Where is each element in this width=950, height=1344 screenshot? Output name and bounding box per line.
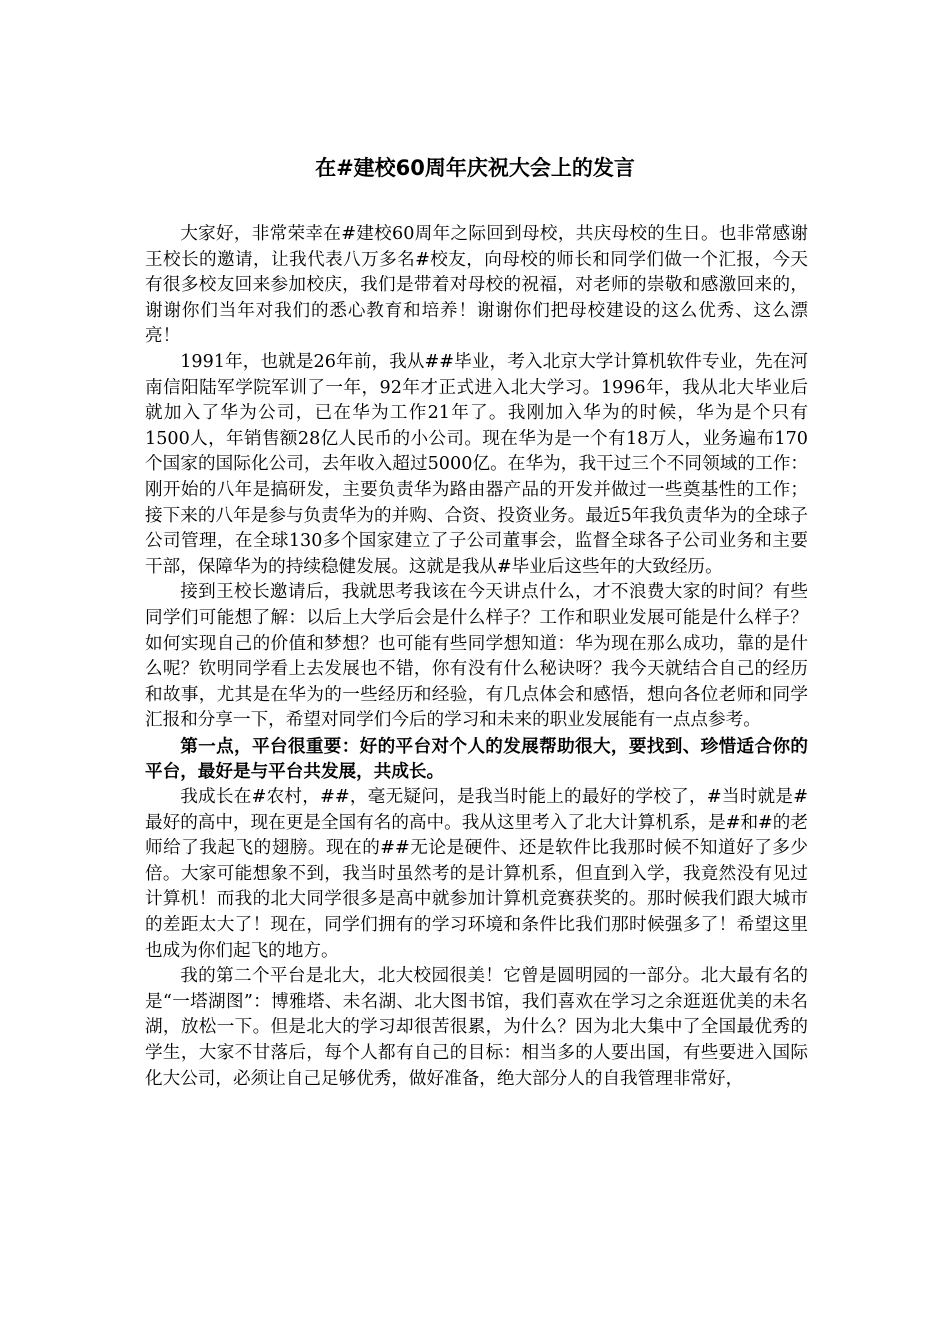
document-title: 在#建校60周年庆祝大会上的发言	[315, 156, 635, 180]
document-body	[145, 222, 808, 1092]
paragraph-3: 接到王校长邀请后，我就思考我该在今天讲点什么，才不浪费大家的时间？有些同学们可能想了解：以后上大学后会是什么样子？工作和职业发展可能是什么样子？如何实现自己的价值和梦想？也可能有些同学想知道：华为现在那么成功，靠的是什么呢？钦明同学看上去发展也不错，你有没有什么秘诀呀？我今天就结合自己的经历和故事，尤其是在华为的一些经历和经验，有几点体会和感悟，想向各位老师和同学汇报和分享一下，希望对同学们今后的学习和未来的职业发展能有一点点参考。	[145, 582, 808, 731]
paragraph-5: 我成长在#农村，##，毫无疑问，是我当时能上的最好的学校了，#当时就是#最好的高中，现在更是全国有名的高中。我从这里考入了北大计算机系，是#和#的老师给了我起飞的翅膀。现在的##无论是硬件、还是软件比我那时候不知道好了多少倍。大家可能想象不到，我当时虽然考的是计算机系，但直到入学，我竟然没有见过计算机！而我的北大同学很多是高中就参加计算机竞赛获奖的。那时候我们跟大城市的差距太大了！现在，同学们拥有的学习环境和条件比我们那时候强多了！希望这里也成为你们起飞的地方。	[145, 787, 808, 961]
paragraph-2: 1991年，也就是26年前，我从##毕业，考入北京大学计算机软件专业，先在河南信阳陆军学院军训了一年，92年才正式进入北大学习。1996年，我从北大毕业后就加入了华为公司，已在华为工作21年了。我刚加入华为的时候，华为是个只有1500人，年销售额28亿人民币的小公司。现在华为是一个有18万人，业务遍布170个国家的国际化公司，去年收入超过5000亿。在华为，我干过三个不同领域的工作：刚开始的八年是搞研发，主要负责华为路由器产品的开发并做过一些奠基性的工作；接下来的八年是参与负责华为的并购、合资、投资业务。最近5年我负责华为的全球子公司管理，在全球130多个国家建立了子公司董事会，监督全球各子公司业务和主要干部，保障华为的持续稳健发展。这就是我从#毕业后这些年的大致经历。	[145, 351, 808, 577]
paragraph-6: 我的第二个平台是北大，北大校园很美！它曾是圆明园的一部分。北大最有名的是“一塔湖图”：博雅塔、未名湖、北大图书馆，我们喜欢在学习之余逛逛优美的未名湖，放松一下。但是北大的学习却很苦很累，为什么？因为北大集中了全国最优秀的学生，大家不甘落后，每个人都有自己的目标：相当多的人要出国，有些要进入国际化大公司，必须让自己足够优秀，做好准备，绝大部分人的自我管理非常好，	[145, 966, 808, 1089]
paragraph-1: 大家好，非常荣幸在#建校60周年之际回到母校，共庆母校的生日。也非常感谢王校长的邀请，让我代表八万多名#校友，向母校的师长和同学们做一个汇报，今天有很多校友回来参加校庆，我们是带着对母校的祝福，对老师的崇敬和感激回来的，谢谢你们当年对我们的悉心教育和培养！谢谢你们把母校建设的这么优秀、这么漂亮！	[145, 224, 808, 347]
paragraph-4-bold-heading: 第一点，平台很重要：好的平台对个人的发展帮助很大，要找到、珍惜适合你的平台，最好是与平台共发展，共成长。	[145, 735, 808, 783]
